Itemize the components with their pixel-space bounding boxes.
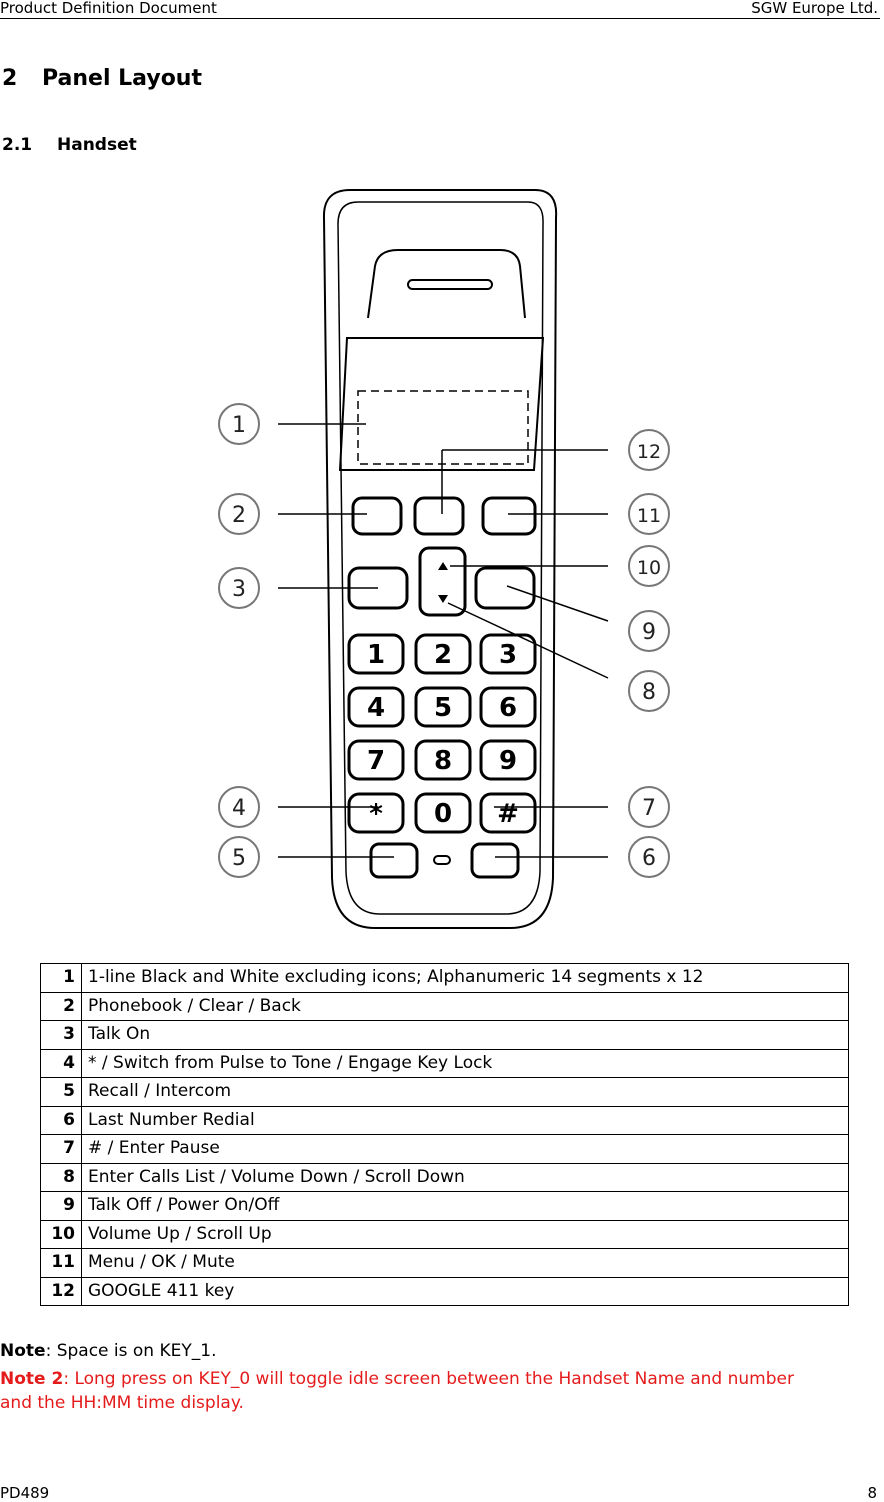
key-description-cell: GOOGLE 411 key [82,1277,849,1306]
key-number-cell: 7 [41,1135,82,1164]
keypad-key-label: 1 [366,640,386,670]
key-number-cell: 9 [41,1192,82,1221]
note-2-text: : Long press on KEY_0 will toggle idle screen between the Handset Name and number and the HH:MM time display. [0,1369,794,1413]
table-row [41,1106,849,1135]
handset-diagram [210,188,680,933]
header-company: SGW Europe Ltd. [751,0,878,17]
key-description-cell: 1-line Black and White excluding icons; Alphanumeric 14 segments x 12 [82,964,849,993]
key-description-cell: Talk Off / Power On/Off [82,1192,849,1221]
key-description-cell: Menu / OK / Mute [82,1249,849,1278]
footer-doc-id: PD489 [0,1484,50,1502]
page-header [0,0,880,19]
key-number-cell: 11 [41,1249,82,1278]
section-title: Panel Layout [42,66,202,91]
key-number-cell: 4 [41,1049,82,1078]
speaker-slot [408,280,492,289]
key-description-cell: * / Switch from Pulse to Tone / Engage Key Lock [82,1049,849,1078]
table-row [41,1249,849,1278]
callout-number: 7 [642,796,656,821]
keypad-key-label: 8 [433,746,453,776]
key-description-cell: # / Enter Pause [82,1135,849,1164]
table-row [41,1163,849,1192]
subsection-title: Handset [57,135,137,155]
note-2-label: Note 2 [0,1369,64,1389]
key-number-cell: 8 [41,1163,82,1192]
key-description-cell: Phonebook / Clear / Back [82,992,849,1021]
keypad-key-label: * [369,799,383,829]
key-number-cell: 12 [41,1277,82,1306]
microphone-icon [434,856,450,864]
callout-number: 9 [642,620,656,645]
keypad-key-label: 3 [498,640,518,670]
section-heading [2,66,202,91]
key-number-cell: 6 [41,1106,82,1135]
callout-number: 12 [636,441,662,463]
keypad-key-label: 7 [366,746,386,776]
key-description-cell: Volume Up / Scroll Up [82,1220,849,1249]
keypad-key-label: 0 [433,799,453,829]
callout-number: 5 [232,846,246,871]
table-row [41,1135,849,1164]
key-number-cell: 10 [41,1220,82,1249]
table-row [41,964,849,993]
key-number-cell: 5 [41,1078,82,1107]
key-phonebook [353,498,401,534]
table-row [41,1021,849,1050]
table-row [41,1220,849,1249]
key-description-cell: Recall / Intercom [82,1078,849,1107]
key-redial [472,844,518,877]
keypad-key-label: 2 [433,640,453,670]
key-description-cell: Enter Calls List / Volume Down / Scroll Down [82,1163,849,1192]
callout-number: 1 [232,413,246,438]
note-1 [0,1340,216,1363]
header-doc-title: Product Definition Document [0,0,217,17]
arrow-up-icon [438,562,448,570]
key-function-table [40,963,849,1306]
table-row [41,1078,849,1107]
callout-number: 6 [642,846,656,871]
arrow-down-icon [438,595,448,603]
table-row [41,1192,849,1221]
table-row [41,1277,849,1306]
note-1-label: Note [0,1341,46,1361]
key-menu [483,498,535,534]
note-1-text: : Space is on KEY_1. [45,1341,217,1361]
key-description-cell: Last Number Redial [82,1106,849,1135]
keypad-key-label: 9 [498,746,518,776]
keypad-key-label: 5 [433,693,453,723]
key-recall [371,844,417,877]
section-number: 2 [2,66,18,91]
lcd-screen [358,391,528,464]
callout-number: 3 [232,577,246,602]
key-description-cell: Talk On [82,1021,849,1050]
keypad-key-label: 6 [498,693,518,723]
callout-number: 2 [232,503,246,528]
table-row [41,992,849,1021]
earpiece [368,250,525,318]
key-number-cell: 3 [41,1021,82,1050]
subsection-heading [2,135,137,155]
key-number-cell: 2 [41,992,82,1021]
footer-page-number: 8 [867,1484,877,1502]
subsection-number: 2.1 [2,135,33,155]
note-2 [0,1367,830,1415]
key-talk-off [476,568,534,608]
key-google-411 [415,498,463,534]
callout-number: 4 [232,796,246,821]
keypad [349,635,535,832]
table-row [41,1049,849,1078]
callout-number: 10 [636,557,662,579]
key-nav [420,548,465,615]
key-number-cell: 1 [41,964,82,993]
keypad-key-label: 4 [366,693,386,723]
callout-number: 11 [636,505,662,527]
keypad-key-label: # [497,799,519,829]
callout-number: 8 [642,680,656,705]
